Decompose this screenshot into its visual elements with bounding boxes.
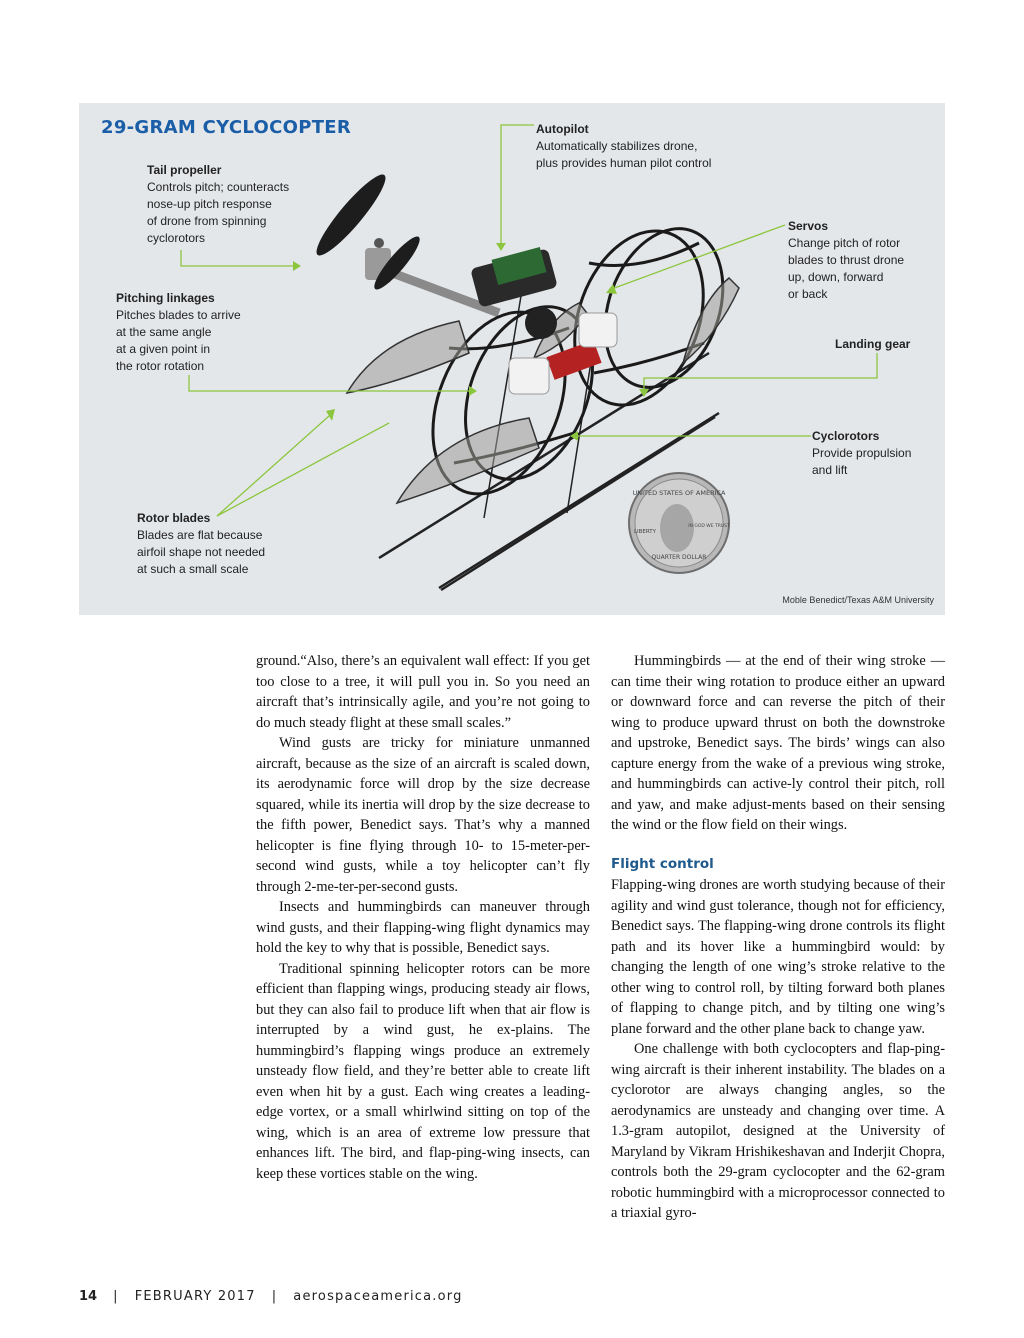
callout-title: Servos: [788, 219, 829, 233]
cyclocopter-figure: [79, 103, 945, 615]
article-right-column: [611, 651, 945, 1224]
coin-liberty-text: LIBERTY: [633, 529, 657, 535]
callout-title: Landing gear: [835, 337, 911, 351]
coin-bottom-text: QUARTER DOLLAR: [651, 554, 707, 561]
callout-servos: [788, 218, 904, 303]
callout-title: Rotor blades: [137, 511, 211, 525]
callout-cyclorotors: [812, 428, 911, 479]
footer-separator: |: [113, 1289, 119, 1304]
callout-body: Pitches blades to arrive at the same angle at a given point in the rotor rotation: [116, 308, 241, 373]
callout-body: Controls pitch; counteracts nose-up pitch response of drone from spinning cyclorotors: [147, 180, 290, 245]
callout-rotor-blades: [137, 510, 265, 578]
callout-tail-propeller: [147, 162, 289, 247]
footer-separator: |: [271, 1289, 278, 1304]
callout-body: Change pitch of rotor blades to thrust drone up, down, forward or back: [788, 236, 905, 301]
callout-body: Blades are flat because airfoil shape not needed at such a small scale: [137, 528, 266, 576]
callout-title: Pitching linkages: [116, 291, 215, 305]
coin-motto-text: IN GOD WE TRUST: [688, 524, 730, 529]
leader-autopilot: [501, 125, 534, 243]
leader-tail-propeller: [181, 250, 295, 266]
website-link[interactable]: aerospaceamerica.org: [293, 1289, 463, 1304]
callout-pitching-linkages: [116, 290, 241, 375]
callout-landing-gear: [835, 336, 910, 353]
leader-rotor-blades-2: [217, 423, 389, 516]
article-left-column: [256, 651, 590, 1184]
paragraph: Insects and hummingbirds can maneuver through wind gusts, and their flapping-wing flight dynamics may hold the key to why that is possible, Benedict says.: [256, 899, 590, 956]
callout-title: Tail propeller: [147, 163, 222, 177]
leader-rotor-blades-1: [217, 416, 329, 516]
paragraph: Flapping-wing drones are worth studying because of their agility and wind gust tolerance, though not for efficiency, Benedict says. The flapping-wing drone controls its flight path and its hover like a hummingbird would: by changing the length of one wing’s stroke relative to the other wing to control roll, by tilting forward both planes of flapping to change pitch, and by tilting one wing’s plane forward and the other plane back to change yaw.: [611, 877, 945, 1037]
paragraph: Wind gusts are tricky for miniature unmanned aircraft, because as the size of an aircraft is scaled down, its aerodynamic force will drop by the size decrease squared, while its inertia will drop by the size decrease to the fifth power, Benedict says. That’s why a manned helicopter is fine flying through 10- to 15-meter-per-second wind gusts, while a toy helicopter can’t fly through 2-me-ter-per-second gusts.: [256, 735, 590, 895]
page-footer: [79, 1289, 463, 1304]
callout-title: Cyclorotors: [812, 429, 880, 443]
paragraph: ground.“Also, there’s an equivalent wall effect: If you get too close to a tree, it will pull you in. So you need an aircraft that’s intrinsically agile, and you’re not going to do much steady flight at these small scales.”: [256, 653, 590, 731]
callout-body: Automatically stabilizes drone, plus provides human pilot control: [536, 139, 712, 170]
photo-credit: Moble Benedict/Texas A&M University: [782, 595, 934, 605]
paragraph: Hummingbirds — at the end of their wing stroke — can time their wing rotation to produce either an upward or downward force and can reverse the pitch of their wing to produce upward thrust on both the downstroke and upstroke, Benedict says. The birds’ wings can also capture energy from the wake of a previous wing stroke, and hummingbirds can active-ly control their pitch, roll and yaw, and make adjust-ments based on their sensing the wind or the flow field on their wings.: [611, 653, 945, 833]
callout-body: Provide propulsion and lift: [812, 446, 912, 477]
leader-pitching-linkages: [189, 375, 471, 391]
coin-top-text: UNITED STATES OF AMERICA: [632, 489, 726, 497]
figure-title: 29-GRAM CYCLOCOPTER: [101, 117, 352, 138]
paragraph: One challenge with both cyclocopters and flap-ping-wing aircraft is their inherent instability. The blades on a cyclorotor are always changing angles, so the aerodynamics are unsteady and changing over time. A 1.3-gram autopilot, designed at the University of Maryland by Vikram Hrishikeshavan and Inderjit Chopra, controls both the 29-gram cyclocopter and the 62-gram robotic hummingbird with a microprocessor connected to a triaxial gyro-: [611, 1041, 945, 1221]
callout-title: Autopilot: [536, 122, 589, 136]
quarter-coin: [629, 473, 730, 573]
subhead-flight-control: Flight control: [611, 855, 714, 872]
callout-autopilot: [536, 121, 711, 172]
page-number: 14: [79, 1289, 98, 1304]
issue-date: FEBRUARY 2017: [134, 1289, 256, 1304]
paragraph: Traditional spinning helicopter rotors can be more efficient than flapping wings, producing steady air flows, but they can also fail to produce lift when that air flow is interrupted by a wind gust, he ex-plains. The hummingbird’s flapping wings produce an extremely unsteady flow field, and they’re better able to create lift even when hit by a gust. Each wing creates a leading-edge vortex, or a small whirlwind sitting on top of the wing, which is an area of extreme low pressure that enhances lift. The bird, and flap-ping-wing insects, can keep these vortices stable on the wing.: [256, 960, 590, 1182]
